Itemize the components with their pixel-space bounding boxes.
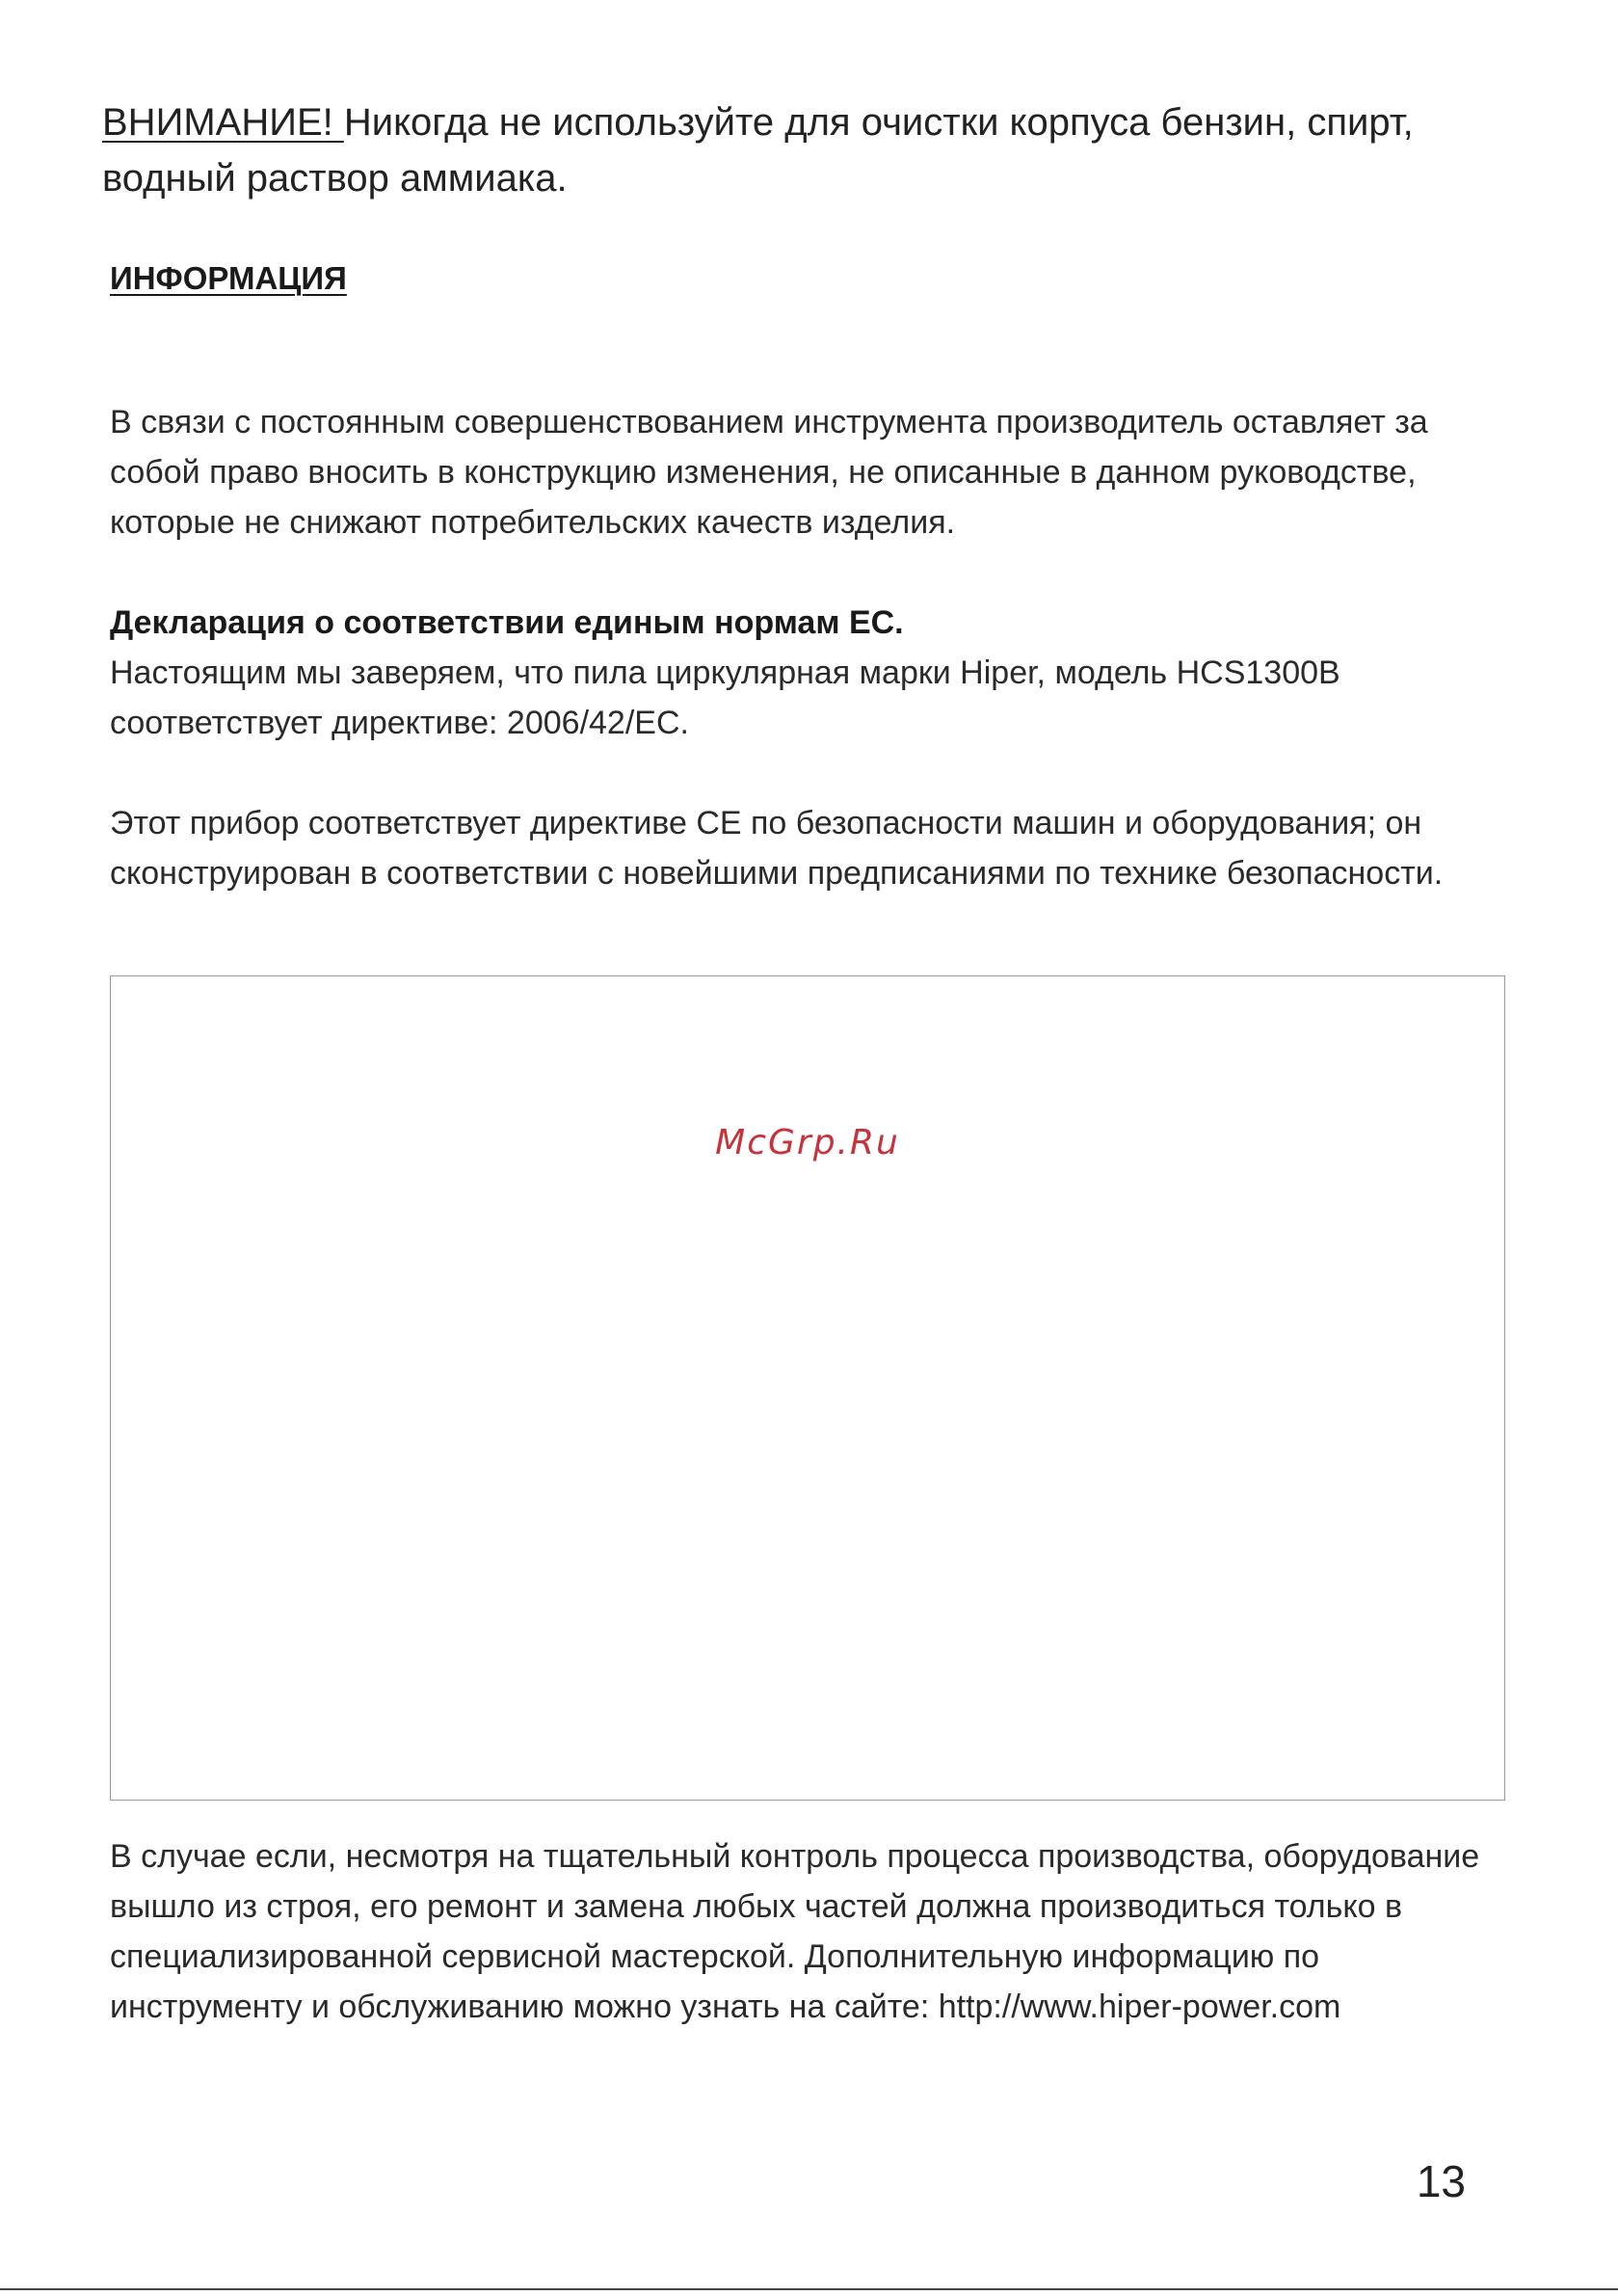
improvement-paragraph: В связи с постоянным совершенствованием инструмента производитель оставляет за собой право вносить в конструкцию изменения, не описанные в данном руководстве, которые не снижают потребительских качеств изделия. [110,404,1428,541]
service-paragraph: В случае если, несмотря на тщательный контроль процесса производства, оборудование вышло из строя, его ремонт и замена любых частей должна производиться только в специализированной сервисной мастерской. Дополнительную информацию по инструменту и обслуживанию можно узнать на сайте: http://www.hiper-power.com [110,1838,1480,2025]
warning-notice [102,94,1528,206]
info-heading: ИНФОРМАЦИЯ [110,260,347,296]
warning-text: Никогда не используйте для очистки корпуса бензин, спирт, водный раствор аммиака. [102,101,1414,200]
watermark-text: McGrp.Ru [715,1123,900,1162]
page-number: 13 [1416,2156,1466,2206]
ce-compliance-paragraph: Этот прибор соответствует директиве CE по безопасности машин и оборудования; он сконструирован в соответствии с новейшими предписаниями по технике безопасности. [110,805,1444,892]
bottom-divider [0,2288,1618,2290]
image-frame [110,975,1505,1801]
warning-label: ВНИМАНИЕ! [102,101,344,144]
declaration-text: Настоящим мы заверяем, что пила циркулярная марки Hiper, модель HCS1300B соответствует директиве: 2006/42/ЕС. [110,654,1340,741]
declaration-title: Декларация о соответствии единым нормам ЕС. [110,604,904,641]
